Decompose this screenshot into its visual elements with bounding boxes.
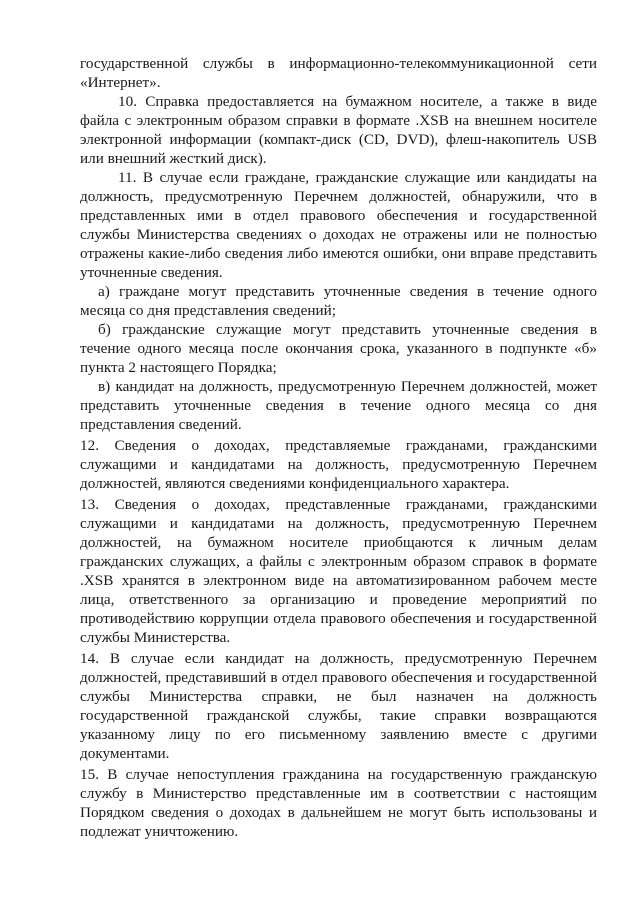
paragraph-11-c: в) кандидат на должность, предусмотренную Перечнем должностей, может представить уточненные сведения в течение одного месяца со дня представления сведений. <box>80 378 597 433</box>
paragraph-12: 12. Сведения о доходах, представляемые гражданами, гражданскими служащими и кандидатами на должность, предусмотренную Перечнем должностей, являются сведениями конфиденциального характера. <box>80 437 597 492</box>
document-page <box>80 54 597 841</box>
paragraph-continuation: государственной службы в информационно-телекоммуникационной сети «Интернет». <box>80 55 597 91</box>
paragraph-13: 13. Сведения о доходах, представленные гражданами, гражданскими служащими и кандидатами на должность, предусмотренную Перечнем должностей, на бумажном носителе приобщаются к личным делам гражданских служащих, а файлы с электронным образом справок в формате .XSB хранятся в электронном виде на автоматизированном рабочем месте лица, ответственного за организацию и проведение мероприятий по противодействию коррупции отдела правового обеспечения и государственной службы Министерства. <box>80 496 597 646</box>
paragraph-11-a: а) граждане могут представить уточненные сведения в течение одного месяца со дня представления сведений; <box>80 283 597 319</box>
paragraph-15: 15. В случае непоступления гражданина на государственную гражданскую службу в Министерство представленные им в соответствии с настоящим Порядком сведения о доходах в дальнейшем не могут быть использованы и подлежат уничтожению. <box>80 766 597 840</box>
paragraph-11-b: б) гражданские служащие могут представить уточненные сведения в течение одного месяца после окончания срока, указанного в подпункте «б» пункта 2 настоящего Порядка; <box>80 321 597 376</box>
paragraph-10: 10. Справка предоставляется на бумажном носителе, а также в виде файла с электронным образом справки в формате .XSB на внешнем носителе электронной информации (компакт-диск (CD, DVD), флеш-накопитель USB или внешний жесткий диск). <box>80 93 597 167</box>
paragraph-14: 14. В случае если кандидат на должность, предусмотренную Перечнем должностей, представивший в отдел правового обеспечения и государственной службы Министерства справки, не был назначен на должность государственной гражданской службы, такие справки возвращаются указанному лицу по его письменному заявлению вместе с другими документами. <box>80 650 597 762</box>
paragraph-11: 11. В случае если граждане, гражданские служащие или кандидаты на должность, предусмотренную Перечнем должностей, обнаружили, что в представленных ими в отдел правового обеспечения и государственной службы Министерства сведениях о доходах не отражены или не полностью отражены какие-либо сведения либо имеются ошибки, они вправе представить уточненные сведения. <box>80 169 597 281</box>
